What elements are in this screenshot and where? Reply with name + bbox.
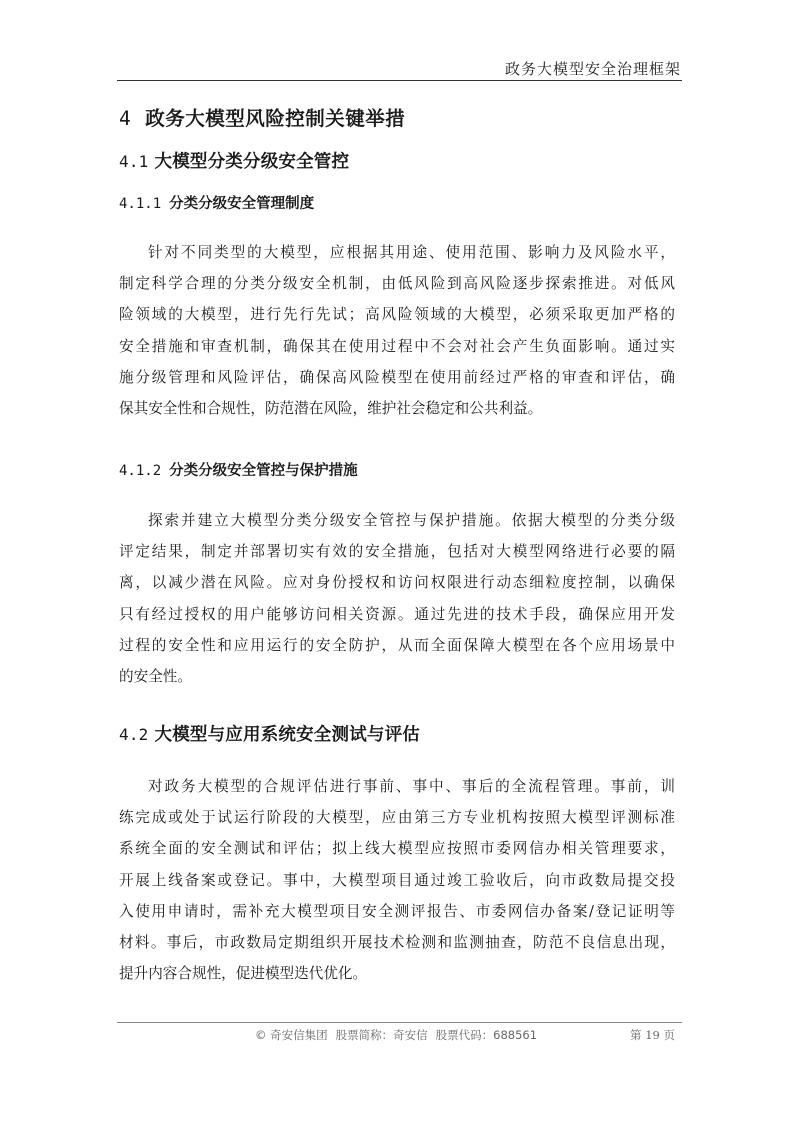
paragraph-line: 只有经过授权的用户能够访问相关资源。通过先进的技术手段，确保应用开发: [119, 605, 675, 623]
paragraph-line: 保其安全性和合规性，防范潜在风险，维护社会稳定和公共利益。: [119, 399, 543, 417]
footer-stock-name: 股票简称：奇安信: [335, 1028, 428, 1042]
subsection-heading-4-2: [119, 721, 420, 746]
subsubsection-number: 4.1.2: [119, 463, 162, 479]
paragraph-line: 安全措施和审查机制，确保其在使用过程中不会对社会产生负面影响。通过实: [119, 337, 675, 355]
paragraph-line: 材料。事后，市政数局定期组织开展技术检测和监测抽查，防范不良信息出现，: [119, 933, 675, 951]
paragraph-4-2: [119, 771, 675, 989]
subsubsection-number: 4.1.1: [119, 196, 162, 212]
paragraph-4-1-1: [119, 237, 675, 424]
subsection-title: 大模型分类分级安全管控: [154, 152, 350, 172]
subsection-number: 4.2: [119, 725, 149, 744]
subsection-heading-4-1: [119, 148, 349, 173]
paragraph-4-1-2: [119, 505, 675, 692]
paragraph-line: 入使用申请时，需补充大模型项目安全测评报告、市委网信办备案/登记证明等: [119, 902, 675, 920]
section-number: 4: [119, 107, 132, 130]
footer-divider: [117, 1022, 682, 1023]
paragraph-line: 险领域的大模型，进行先行先试；高风险领域的大模型，必须采取更加严格的: [119, 306, 675, 324]
paragraph-line: 提升内容合规性，促进模型迭代优化。: [119, 965, 368, 983]
paragraph-line: 开展上线备案或登记。事中，大模型项目通过竣工验收后，向市政数局提交投: [119, 871, 675, 889]
paragraph-line: 过程的安全性和应用运行的安全防护，从而全面保障大模型在各个应用场景中: [119, 636, 675, 654]
footer-copyright: © 奇安信集团: [255, 1028, 328, 1042]
page-number: 第 19 页: [630, 1028, 675, 1042]
paragraph-line: 评定结果，制定并部署切实有效的安全措施，包括对大模型网络进行必要的隔: [119, 543, 675, 561]
paragraph-line: 系统全面的安全测试和评估；拟上线大模型应按照市委网信办相关管理要求，: [119, 840, 675, 858]
running-header-title: 政务大模型安全治理框架: [504, 60, 681, 78]
section-heading: [119, 103, 405, 131]
subsubsection-heading-4-1-2: [119, 459, 358, 480]
subsubsection-title: 分类分级安全管控与保护措施: [169, 462, 358, 479]
paragraph-line: 对政务大模型的合规评估进行事前、事中、事后的全流程管理。事前，训: [148, 778, 675, 795]
paragraph-line: 离，以减少潜在风险。应对身份授权和访问权限进行动态细粒度控制，以确保: [119, 574, 675, 592]
paragraph-line: 的安全性。: [119, 667, 192, 685]
subsection-title: 大模型与应用系统安全测试与评估: [154, 725, 420, 745]
paragraph-line: 针对不同类型的大模型，应根据其用途、使用范围、影响力及风险水平，: [148, 244, 675, 261]
subsection-number: 4.1: [119, 152, 149, 171]
footer-company-info: [255, 1027, 545, 1043]
header-divider: [117, 80, 682, 81]
section-title: 政务大模型风险控制关键举措: [145, 107, 406, 130]
footer-stock-code: 股票代码：688561: [435, 1028, 538, 1042]
paragraph-line: 探索并建立大模型分类分级安全管控与保护措施。依据大模型的分类分级: [148, 512, 675, 529]
paragraph-line: 练完成或处于试运行阶段的大模型，应由第三方专业机构按照大模型评测标准: [119, 809, 675, 827]
paragraph-line: 施分级管理和风险评估，确保高风险模型在使用前经过严格的审查和评估，确: [119, 368, 675, 386]
subsubsection-heading-4-1-1: [119, 192, 314, 213]
paragraph-line: 制定科学合理的分类分级安全机制，由低风险到高风险逐步探索推进。对低风: [119, 275, 675, 293]
subsubsection-title: 分类分级安全管理制度: [169, 195, 315, 212]
